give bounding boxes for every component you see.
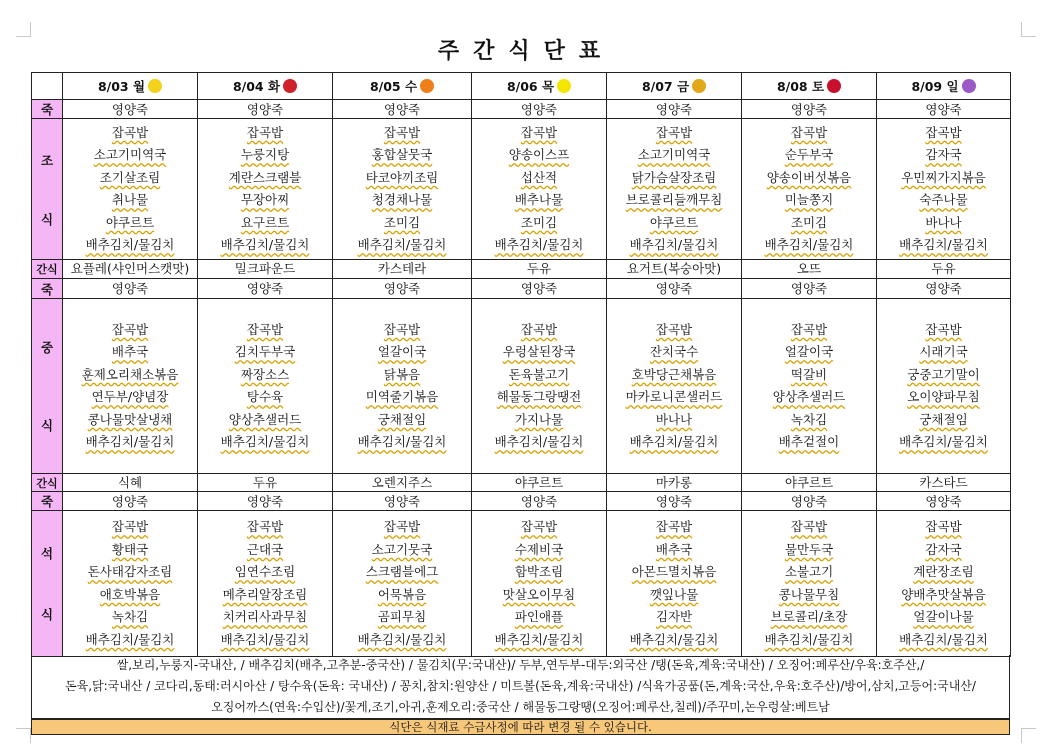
menu-item: 배추김치/물김치	[629, 631, 719, 647]
snack-row-1-cell	[333, 260, 472, 279]
menu-item: 소고기미역국	[637, 147, 711, 162]
menu-list	[742, 122, 876, 257]
porridge-row-2-cell	[877, 279, 1011, 299]
menu-item: 영양죽	[246, 101, 284, 117]
day-label: 8/07 금	[641, 79, 690, 94]
menu-item: 야쿠르트	[514, 475, 564, 490]
menu-item: 영양죽	[790, 281, 828, 296]
dinner-row-cell	[607, 511, 742, 657]
menu-item: 잡곡밥	[383, 519, 421, 534]
menu-list	[198, 319, 332, 454]
menu-list	[472, 516, 606, 651]
menu-item: 브로콜리/초장	[770, 609, 848, 624]
menu-item: 김치두부국	[234, 344, 296, 359]
menu-item: 돈사태감자조림	[87, 564, 173, 579]
menu-item: 잡곡밥	[655, 519, 693, 534]
porridge-row-3-cell	[742, 492, 877, 511]
menu-item: 수제비국	[514, 541, 564, 557]
menu-item: 궁채절임	[919, 411, 968, 427]
menu-item: 콩나물맛살냉채	[87, 411, 173, 427]
porridge-row-3	[32, 492, 1011, 511]
menu-item: 잡곡밥	[655, 321, 693, 337]
menu-item: 배추나물	[514, 192, 564, 207]
menu-item: 배추김치/물김치	[85, 631, 175, 647]
menu-item: 오이양파무침	[907, 389, 980, 404]
porridge-row-3-cell	[607, 492, 742, 511]
menu-item: 감자국	[925, 541, 962, 557]
lunch-row-cell	[742, 299, 877, 474]
menu-item: 잡곡밥	[246, 321, 284, 337]
menu-item: 마카롱	[655, 475, 693, 490]
menu-item: 우렁살된장국	[502, 344, 576, 359]
menu-item: 영양죽	[925, 101, 962, 117]
porridge-row-2-cell	[607, 279, 742, 299]
day-header	[742, 73, 877, 100]
menu-item: 궁채절임	[377, 411, 427, 427]
weekly-menu-table	[31, 72, 1011, 657]
menu-item: 감자국	[925, 147, 962, 162]
menu-item: 배추김치/물김치	[85, 434, 175, 449]
menu-list	[877, 319, 1010, 454]
breakfast-row	[32, 119, 1011, 260]
menu-list	[742, 516, 876, 651]
page-title: 주간식단표	[437, 39, 615, 64]
porridge-row-2	[32, 279, 1011, 299]
dinner-row-cell	[63, 511, 198, 657]
lunch-row-label-char: 식	[40, 417, 54, 433]
menu-item: 시래기국	[919, 344, 968, 359]
breakfast-row-label-char: 조	[40, 152, 54, 168]
menu-item: 배추김치/물김치	[220, 237, 310, 252]
lunch-row-cell	[63, 299, 198, 474]
menu-item: 배추김치/물김치	[357, 434, 447, 449]
menu-item: 영양죽	[520, 281, 558, 296]
menu-item: 영양죽	[111, 493, 149, 509]
dinner-row-cell	[472, 511, 607, 657]
porridge-row-1-cell	[877, 100, 1011, 119]
menu-item: 배추김치/물김치	[494, 237, 584, 252]
porridge-row-1-cell	[742, 100, 877, 119]
lunch-row-cell	[198, 299, 333, 474]
day-label: 8/04 화	[232, 79, 281, 94]
menu-item: 순두부국	[784, 147, 834, 162]
menu-item: 두유	[252, 475, 278, 490]
menu-item: 영양죽	[655, 493, 693, 509]
menu-item: 잡곡밥	[790, 519, 828, 534]
snack-row-2-cell	[742, 474, 877, 492]
snack-row-2-cell	[63, 474, 198, 492]
origin-line: 오징어까스(연육:수입산)/꽃게,조기,아귀,훈제오리:중국산 / 해물동그랑땡(오징어:페루산,칠레)/주꾸미,논우렁살:베트남	[211, 700, 830, 714]
menu-item: 배추김치/물김치	[764, 631, 854, 647]
menu-item: 임연수조림	[234, 564, 296, 579]
menu-item: 닭가슴살장조림	[631, 169, 717, 185]
menu-item: 배추김치/물김치	[494, 631, 584, 647]
menu-item: 호박당근채볶음	[631, 366, 717, 382]
menu-list	[607, 122, 741, 257]
menu-item: 배추김치/물김치	[629, 434, 719, 449]
menu-item: 소고기뭇국	[371, 541, 433, 557]
menu-item: 김자반	[655, 609, 693, 624]
porridge-row-1-cell	[333, 100, 472, 119]
breakfast-row-label-char: 식	[40, 211, 54, 227]
menu-item: 배추김치/물김치	[357, 237, 447, 252]
breakfast-row-label-text	[32, 151, 62, 228]
menu-item: 잡곡밥	[111, 519, 149, 534]
menu-item: 조미김	[520, 214, 558, 230]
menu-item: 청경채나물	[371, 192, 433, 207]
porridge-row-2-label: 죽	[32, 279, 63, 299]
menu-item: 파인애플	[514, 609, 564, 624]
menu-item: 치커리사과무침	[222, 609, 308, 624]
menu-list	[198, 122, 332, 257]
day-header	[472, 73, 607, 100]
menu-item: 영양죽	[790, 101, 828, 117]
porridge-row-3-cell	[472, 492, 607, 511]
porridge-row-1-label: 죽	[32, 100, 63, 119]
menu-item: 영양죽	[111, 101, 149, 117]
menu-item: 두유	[526, 261, 552, 276]
porridge-row-3-cell	[198, 492, 333, 511]
lunch-row-label-char: 중	[40, 340, 54, 356]
menu-list	[333, 122, 471, 257]
menu-item: 미역줄기볶음	[365, 389, 439, 404]
menu-list	[472, 319, 606, 454]
snack-row-1-cell	[607, 260, 742, 279]
menu-item: 아몬드멸치볶음	[631, 564, 717, 579]
lunch-row-cell	[472, 299, 607, 474]
porridge-row-2-cell	[198, 279, 333, 299]
day-label: 8/08 토	[776, 79, 825, 94]
grape-icon	[962, 79, 976, 93]
crop-mark-bottom-right	[1021, 728, 1036, 743]
snack-row-2-label: 간식	[32, 474, 63, 492]
menu-item: 소불고기	[784, 564, 834, 579]
menu-item: 어묵볶음	[377, 586, 427, 602]
day-header	[63, 73, 198, 100]
menu-list	[742, 319, 876, 454]
menu-item: 물만두국	[784, 541, 834, 557]
menu-item: 취나물	[111, 192, 149, 207]
snack-row-2-cell	[877, 474, 1011, 492]
day-header	[198, 73, 333, 100]
menu-item: 영양죽	[925, 493, 962, 509]
menu-item: 배추김치/물김치	[85, 237, 175, 252]
dinner-row-label-text	[32, 544, 62, 624]
menu-item: 영양죽	[383, 281, 421, 296]
lunch-row-cell	[333, 299, 472, 474]
menu-item: 계란스크램블	[228, 169, 302, 185]
lunch-row-cell	[877, 299, 1011, 474]
origin-info	[31, 655, 1010, 719]
menu-item: 훈제오리채소볶음	[81, 366, 179, 382]
pineapple-icon	[692, 79, 706, 93]
menu-item: 배추김치/물김치	[899, 631, 988, 647]
menu-item: 떡갈비	[790, 366, 828, 382]
menu-item: 계란장조림	[913, 564, 974, 579]
lunch-row-cell	[607, 299, 742, 474]
breakfast-row-cell	[607, 119, 742, 260]
menu-item: 근대국	[246, 541, 284, 557]
porridge-row-3-label: 죽	[32, 492, 63, 511]
porridge-row-1-cell	[63, 100, 198, 119]
menu-list	[198, 516, 332, 651]
snack-row-2	[32, 474, 1011, 492]
menu-item: 소고기미역국	[93, 147, 167, 162]
day-label: 8/03 월	[97, 79, 146, 94]
menu-item: 숙주나물	[919, 192, 968, 207]
porridge-row-1	[32, 100, 1011, 119]
menu-item: 무장아찌	[240, 192, 290, 207]
dinner-row-cell	[333, 511, 472, 657]
menu-item: 영양죽	[925, 281, 962, 296]
menu-list	[63, 516, 197, 651]
porridge-row-3-cell	[333, 492, 472, 511]
menu-item: 영양죽	[383, 493, 421, 509]
menu-item: 스크램블에그	[365, 564, 439, 579]
menu-item: 메추리알장조림	[222, 586, 308, 602]
menu-item: 콩나물무침	[778, 586, 840, 602]
menu-list	[607, 319, 741, 454]
menu-item: 궁중고기말이	[907, 366, 980, 382]
dinner-row	[32, 511, 1011, 657]
menu-item: 잡곡밥	[520, 124, 558, 140]
crop-mark-bottom-left	[16, 728, 31, 743]
porridge-row-3-cell	[877, 492, 1011, 511]
menu-item: 탕수육	[246, 389, 284, 404]
menu-item: 양송이버섯볶음	[766, 169, 852, 185]
menu-list	[607, 516, 741, 651]
menu-item: 잡곡밥	[383, 124, 421, 140]
snack-row-1-cell	[198, 260, 333, 279]
snack-row-2-cell	[333, 474, 472, 492]
menu-item: 배추김치/물김치	[764, 237, 854, 252]
menu-item: 카스테라	[377, 261, 427, 276]
menu-item: 카스타드	[919, 475, 968, 490]
menu-item: 영양죽	[383, 101, 421, 117]
menu-item: 바나나	[655, 411, 693, 427]
menu-item: 양송이스프	[508, 147, 570, 162]
menu-item: 홍합살뭇국	[371, 147, 433, 162]
menu-item: 배추김치/물김치	[899, 434, 988, 449]
breakfast-row-cell	[333, 119, 472, 260]
menu-item: 요거트(복숭아맛)	[626, 261, 722, 276]
menu-item: 영양죽	[520, 493, 558, 509]
menu-list	[472, 122, 606, 257]
menu-item: 잡곡밥	[520, 519, 558, 534]
menu-item: 연두부/양념장	[91, 389, 169, 404]
footer-notice: 식단은 식재료 수급사정에 따라 변경 될 수 있습니다.	[31, 719, 1010, 735]
menu-item: 닭볶음	[383, 366, 421, 382]
menu-item: 양배추맛살볶음	[901, 586, 986, 602]
menu-item: 얼갈이나물	[913, 609, 974, 624]
dinner-row-label-char: 석	[40, 545, 54, 561]
snack-row-1-cell	[742, 260, 877, 279]
origin-line: 돈육,닭:국내산 / 코다리,동태:러시아산 / 탕수육(돈육: 국내산) / 꽁치,참치:원양산 / 미트볼(돈육,계육:국내산) /식육가공품(돈,계육:국산,우육:호주산)/방어,삼치,고등어:국내산/	[65, 679, 976, 693]
porridge-row-1-cell	[198, 100, 333, 119]
menu-item: 밀크파운드	[234, 261, 296, 276]
menu-item: 잔치국수	[649, 344, 699, 359]
menu-list	[63, 122, 197, 257]
menu-item: 영양죽	[246, 281, 284, 296]
menu-item: 잡곡밥	[246, 519, 284, 534]
menu-item: 조기살조림	[99, 169, 161, 185]
menu-item: 두유	[931, 261, 956, 276]
breakfast-row-cell	[877, 119, 1011, 260]
menu-item: 영양죽	[520, 101, 558, 117]
menu-item: 해물동그랑땡전	[496, 389, 582, 404]
porridge-row-1-cell	[472, 100, 607, 119]
menu-item: 양상추샐러드	[772, 389, 846, 404]
dinner-row-label-char: 식	[40, 607, 54, 623]
snack-row-1-cell	[63, 260, 198, 279]
menu-item: 야쿠르트	[105, 214, 155, 230]
snack-row-2-cell	[472, 474, 607, 492]
snack-row-1-cell	[472, 260, 607, 279]
menu-item: 마카로니콘샐러드	[625, 389, 723, 404]
menu-item: 영양죽	[246, 493, 284, 509]
breakfast-row-cell	[198, 119, 333, 260]
banana-icon	[148, 79, 162, 93]
orange-icon	[420, 79, 434, 93]
menu-item: 잡곡밥	[111, 124, 149, 140]
menu-item: 영양죽	[655, 281, 693, 296]
menu-list	[333, 516, 471, 651]
menu-list	[877, 516, 1010, 651]
menu-item: 조미김	[383, 214, 421, 230]
porridge-row-2-cell	[63, 279, 198, 299]
menu-item: 짜장소스	[240, 366, 290, 382]
menu-list	[877, 122, 1010, 257]
menu-item: 배추김치/물김치	[220, 631, 310, 647]
porridge-row-2-cell	[472, 279, 607, 299]
menu-item: 배추국	[111, 344, 149, 359]
menu-item: 얼갈이국	[784, 344, 834, 359]
menu-item: 야쿠르트	[784, 475, 834, 490]
breakfast-row-cell	[472, 119, 607, 260]
menu-item: 맛살오이무침	[502, 586, 576, 602]
snack-row-2-cell	[198, 474, 333, 492]
menu-item: 누룽지탕	[240, 147, 290, 162]
menu-item: 배추김치/물김치	[220, 434, 310, 449]
menu-item: 영양죽	[655, 101, 693, 117]
menu-item: 요구르트	[240, 214, 290, 230]
day-header	[877, 73, 1011, 100]
dinner-row-cell	[742, 511, 877, 657]
menu-item: 잡곡밥	[246, 124, 284, 140]
menu-item: 배추김치/물김치	[629, 237, 719, 252]
dinner-row-label	[32, 511, 63, 657]
menu-item: 잡곡밥	[790, 124, 828, 140]
menu-item: 잡곡밥	[520, 321, 558, 337]
day-label: 8/06 목	[506, 79, 555, 94]
menu-item: 곰피무침	[377, 609, 427, 624]
breakfast-row-cell	[63, 119, 198, 260]
menu-item: 잡곡밥	[111, 321, 149, 337]
apple-icon	[827, 79, 841, 93]
menu-item: 잡곡밥	[790, 321, 828, 337]
menu-item: 배추김치/물김치	[494, 434, 584, 449]
menu-item: 섭산적	[520, 169, 558, 185]
menu-item: 조미김	[790, 214, 828, 230]
menu-item: 배추김치/물김치	[899, 237, 988, 252]
dinner-row-cell	[877, 511, 1011, 657]
menu-item: 잡곡밥	[925, 321, 962, 337]
snack-row-1	[32, 260, 1011, 279]
menu-item: 요플레(샤인머스캣맛)	[70, 261, 190, 276]
porridge-row-3-cell	[63, 492, 198, 511]
lunch-row	[32, 299, 1011, 474]
menu-item: 오렌지주스	[371, 475, 433, 490]
menu-item: 얼갈이국	[377, 344, 427, 359]
menu-list	[333, 319, 471, 454]
menu-item: 녹차김	[790, 411, 828, 427]
porridge-row-2-cell	[742, 279, 877, 299]
cherry-icon	[283, 79, 297, 93]
porridge-row-2-cell	[333, 279, 472, 299]
menu-item: 오뜨	[796, 261, 822, 276]
menu-item: 녹차김	[111, 609, 149, 624]
corner-cell	[32, 73, 63, 100]
origin-line: 쌀,보리,누룽지-국내산, / 배추김치(배추,고추분-중국산) / 물김치(무:국내산)/ 두부,연두부-대두:외국산 /탱(돈육,계육:국내산) / 오징어:페루산/우육:호주산,/	[116, 658, 925, 672]
menu-item: 식혜	[117, 475, 143, 490]
menu-item: 배추겉절이	[778, 434, 840, 449]
menu-item: 미늘쫑지	[784, 192, 834, 207]
day-label: 8/05 수	[369, 79, 418, 94]
menu-item: 배추김치/물김치	[357, 631, 447, 647]
snack-row-1-cell	[877, 260, 1011, 279]
lunch-row-label	[32, 299, 63, 474]
day-header	[333, 73, 472, 100]
menu-item: 잡곡밥	[655, 124, 693, 140]
menu-item: 애호박볶음	[99, 586, 161, 602]
menu-item: 잡곡밥	[383, 321, 421, 337]
menu-item: 타코야끼조림	[365, 169, 439, 185]
lunch-row-label-text	[32, 338, 62, 434]
menu-item: 브로콜리들깨무침	[625, 192, 723, 207]
day-header	[607, 73, 742, 100]
menu-item: 잡곡밥	[925, 124, 962, 140]
menu-item: 돈육불고기	[508, 366, 570, 382]
menu-item: 영양죽	[790, 493, 828, 509]
menu-item: 야쿠르트	[649, 214, 699, 230]
porridge-row-1-cell	[607, 100, 742, 119]
breakfast-row-label	[32, 119, 63, 260]
breakfast-row-cell	[742, 119, 877, 260]
menu-item: 잡곡밥	[925, 519, 962, 534]
menu-item: 영양죽	[111, 281, 149, 296]
menu-item: 바나나	[925, 214, 962, 230]
day-label: 8/09 일	[911, 79, 959, 94]
menu-item: 함박조림	[514, 564, 564, 579]
menu-item: 깻잎나물	[649, 586, 699, 602]
menu-item: 양상추샐러드	[228, 411, 302, 427]
dinner-row-cell	[198, 511, 333, 657]
menu-item: 가지나물	[514, 411, 564, 427]
menu-item: 우민찌가지볶음	[901, 169, 986, 185]
snack-row-2-cell	[607, 474, 742, 492]
lemon-icon	[557, 79, 571, 93]
snack-row-1-label: 간식	[32, 260, 63, 279]
menu-item: 황태국	[111, 541, 149, 557]
menu-item: 배추국	[655, 541, 693, 557]
menu-list	[63, 319, 197, 454]
header-row	[32, 73, 1011, 100]
